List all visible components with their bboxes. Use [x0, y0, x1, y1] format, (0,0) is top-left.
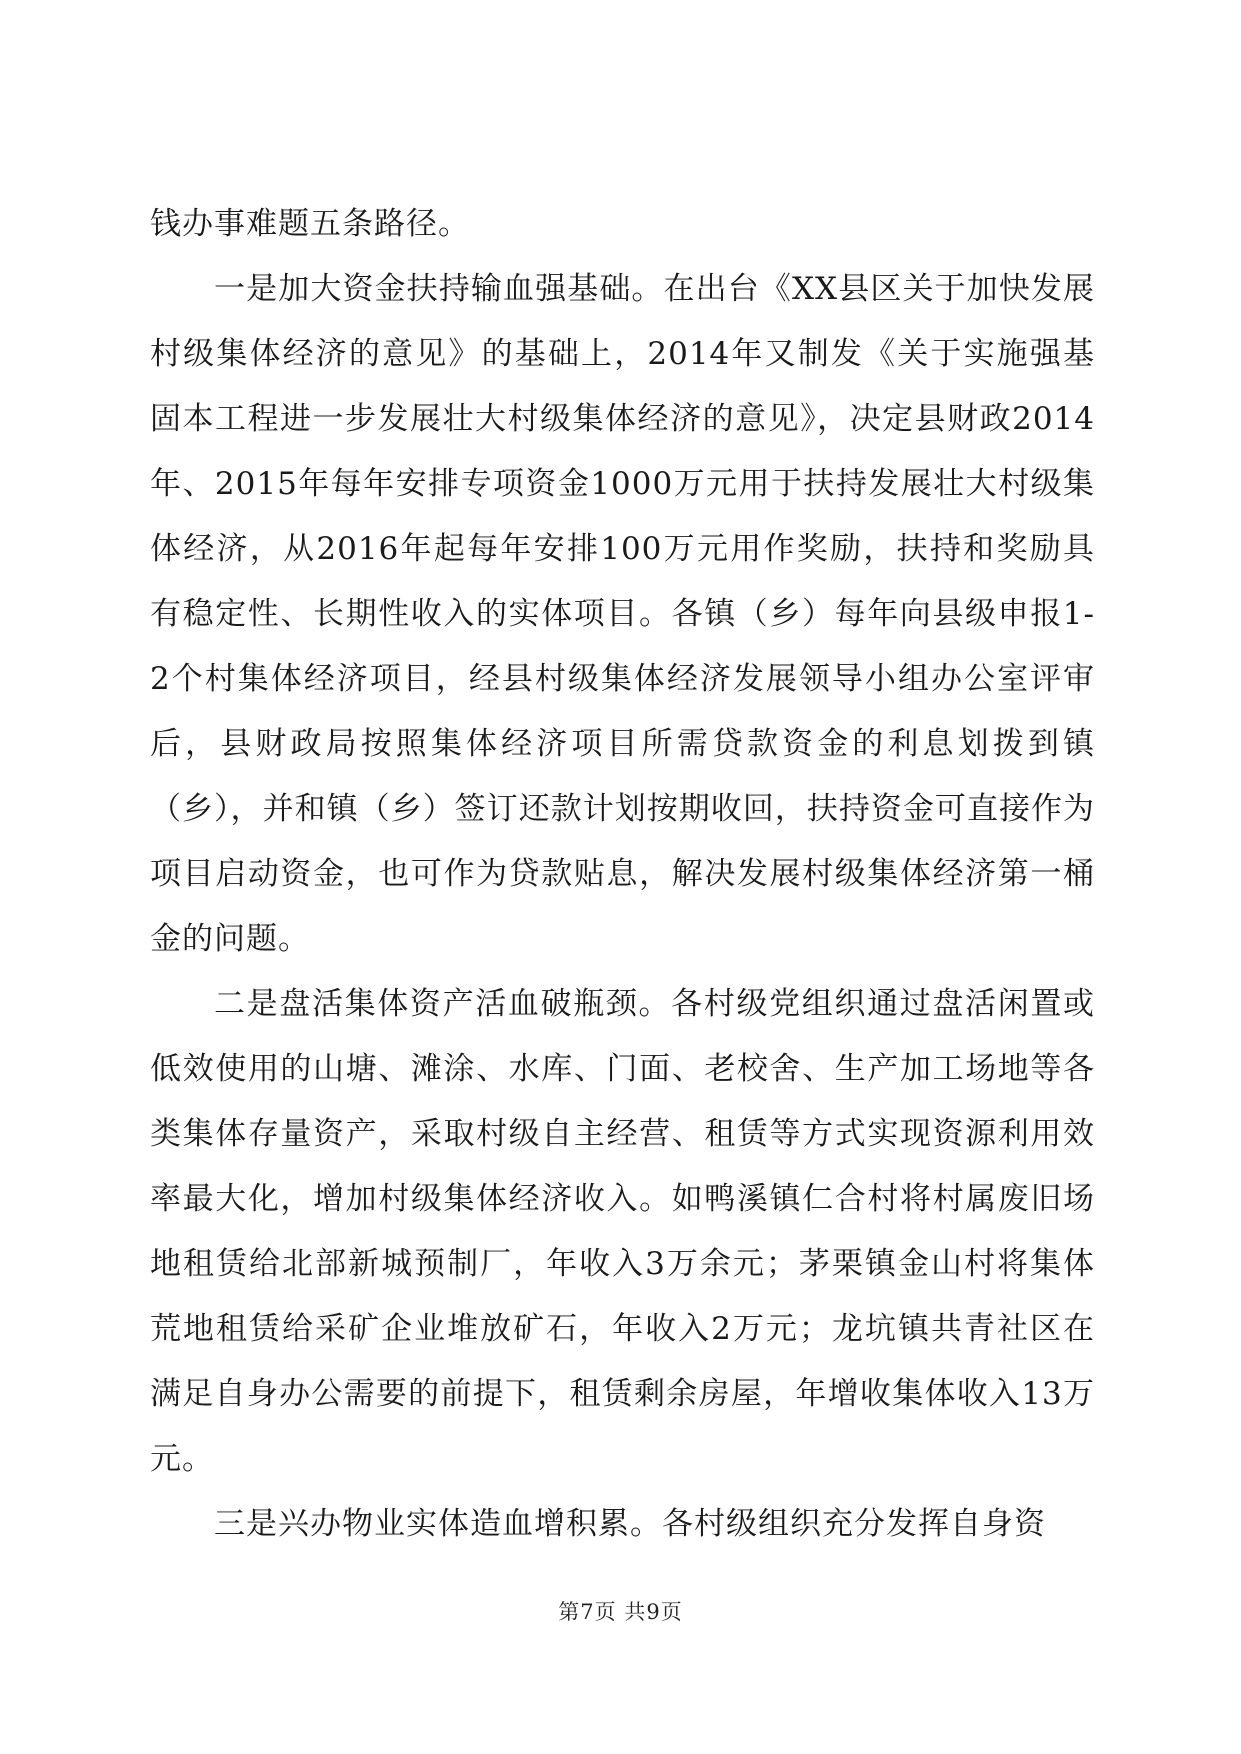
paragraph-funding-support: 一是加大资金扶持输血强基础。在出台《XX县区关于加快发展村级集体经济的意见》的基础上，2014年又制发《关于实施强基固本工程进一步发展壮大村级集体经济的意见》，决定县财政2014年、2015年每年安排专项资金1000万元用于扶持发展壮大村级集体经济，从2016年起每年安排100万元用作奖励，扶持和奖励具有稳定性、长期性收入的实体项目。各镇（乡）每年向县级申报1-2个村集体经济项目，经县村级集体经济发展领导小组办公室评审后，县财政局按照集体经济项目所需贷款资金的利息划拨到镇（乡），并和镇（乡）签订还款计划按期收回，扶持资金可直接作为项目启动资金，也可作为贷款贴息，解决发展村级集体经济第一桶金的问题。	[150, 271, 1095, 957]
paragraph-continuation: 钱办事难题五条路径。	[150, 206, 470, 242]
page-number-footer: 第7页 共9页	[558, 1600, 683, 1624]
paragraph-asset-revitalization: 二是盘活集体资产活血破瓶颈。各村级党组织通过盘活闲置或低效使用的山塘、滩涂、水库、门面、老校舍、生产加工场地等各类集体存量资产，采取村级自主经营、租赁等方式实现资源利用效率最大化，增加村级集体经济收入。如鸭溪镇仁合村将村属废旧场地租赁给北部新城预制厂，年收入3万余元；茅栗镇金山村将集体荒地租赁给采矿企业堆放矿石，年收入2万元；龙坑镇共青社区在满足自身办公需要的前提下，租赁剩余房屋，年增收集体收入13万元。	[150, 986, 1095, 1477]
document-body	[150, 192, 1095, 1557]
paragraph-property-entities: 三是兴办物业实体造血增积累。各村级组织充分发挥自身资	[214, 1506, 1046, 1542]
